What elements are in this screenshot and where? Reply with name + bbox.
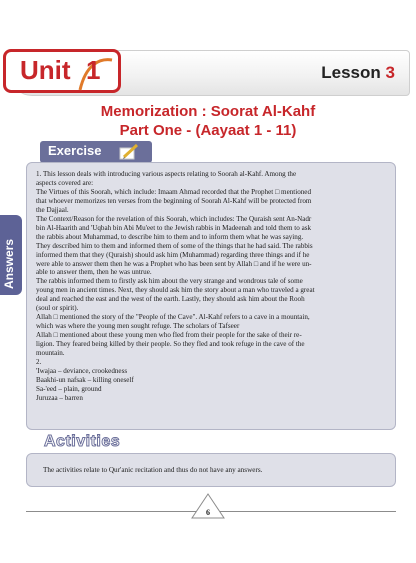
answer-line: aspects covered are: bbox=[36, 178, 94, 187]
answer-line: which was where the young men sought refuge. The scholars of Tafseer bbox=[36, 322, 240, 331]
answer-line: The Context/Reason for the revelation of this Soorah, which includes: The Quraish sent An-Nadr bbox=[36, 214, 312, 223]
answer-line: mountain. bbox=[36, 349, 65, 358]
answer-line: 'Iwajaa – deviance, crookedness bbox=[36, 366, 128, 375]
lesson-number: 3 bbox=[385, 63, 395, 82]
answer-line: Allah □ mentioned the story of the "People of the Cave". Al-Kahf refers to a cave in a mountain, bbox=[36, 313, 310, 322]
answer-line: that whoever memorizes ten verses from the beginning of Soorah Al-Kahf will be protected from bbox=[36, 196, 312, 205]
answer-line: (soul or spirit). bbox=[36, 304, 79, 313]
answer-line: were able to answer them then he was a Prophet who has been sent by Allah □ and if he were un- bbox=[36, 259, 312, 268]
unit-badge bbox=[3, 49, 121, 93]
exercise-answer-box bbox=[26, 162, 396, 430]
answer-line: Sa-'eed – plain, ground bbox=[36, 384, 102, 393]
answer-line: able to answer them, then he was untrue. bbox=[36, 268, 152, 277]
answer-line: deal and reached the east and the west of the earth. Lastly, they should ask him about the Rooh bbox=[36, 295, 305, 304]
answer-line: bin Al-Haarith and 'Uqbah bin Abi Mu'eet to the Jewish rabbis in Madeenah and told them to ask bbox=[36, 223, 312, 232]
answer-line: The rabbis informed them to firstly ask him about the very strange and wondrous tale of some bbox=[36, 277, 303, 286]
unit-header bbox=[10, 50, 410, 96]
answer-line: 2. bbox=[36, 358, 42, 367]
activities-text: The activities relate to Qur'anic recitation and thus do not have any answers. bbox=[43, 466, 263, 474]
answer-line: Juruzaa – barren bbox=[36, 393, 83, 402]
answers-side-tab bbox=[0, 215, 22, 295]
answers-label: Answers bbox=[2, 238, 16, 289]
unit-number: 1 bbox=[86, 55, 101, 85]
answer-line: the Dajjaal. bbox=[36, 205, 69, 214]
page-title-line1: Memorization : Soorat Al-Kahf bbox=[100, 103, 316, 120]
answer-line: Allah □ mentioned about these young men who fled from their people for the sake of their re- bbox=[36, 331, 302, 340]
page-number: 6 bbox=[206, 508, 210, 517]
page-title-line2: Part One - (Aayaat 1 - 11) bbox=[119, 122, 297, 139]
unit-word: Unit bbox=[20, 55, 71, 85]
answer-line: 1. This lesson deals with introducing various aspects relating to Soorah al-Kahf. Among the bbox=[36, 170, 297, 178]
answer-line: They described him to them and informed them of some of the things that he had said. The rabbis bbox=[36, 241, 313, 250]
answer-line: young men in ancient times. Next, they should ask him the story about a man who traveled a great bbox=[36, 286, 315, 295]
answer-line: The Virtues of this Soorah, which include: Imaam Ahmad recorded that the Prophet □ mentioned bbox=[36, 187, 311, 196]
lesson-label bbox=[321, 63, 395, 83]
exercise-label: Exercise bbox=[48, 143, 102, 158]
answer-line: ligion. They feared being killed by their people. So they fled and took refuge in the cave of the bbox=[36, 340, 305, 349]
exercise-tab bbox=[40, 141, 152, 163]
activities-heading: Activities bbox=[44, 433, 121, 450]
answer-line: informed them that they (Quraish) should ask him (Muhammad) regarding three things and if he bbox=[36, 250, 310, 259]
pencil-notebook-icon bbox=[118, 143, 140, 161]
answer-line: Baakhi-un nafsak – killing oneself bbox=[36, 375, 134, 384]
answer-line: the rabbis about Muhammad, to describe him to them and to inform them what he was saying. bbox=[36, 232, 304, 241]
lesson-word: Lesson bbox=[321, 63, 381, 82]
activities-answer-box bbox=[26, 453, 396, 487]
